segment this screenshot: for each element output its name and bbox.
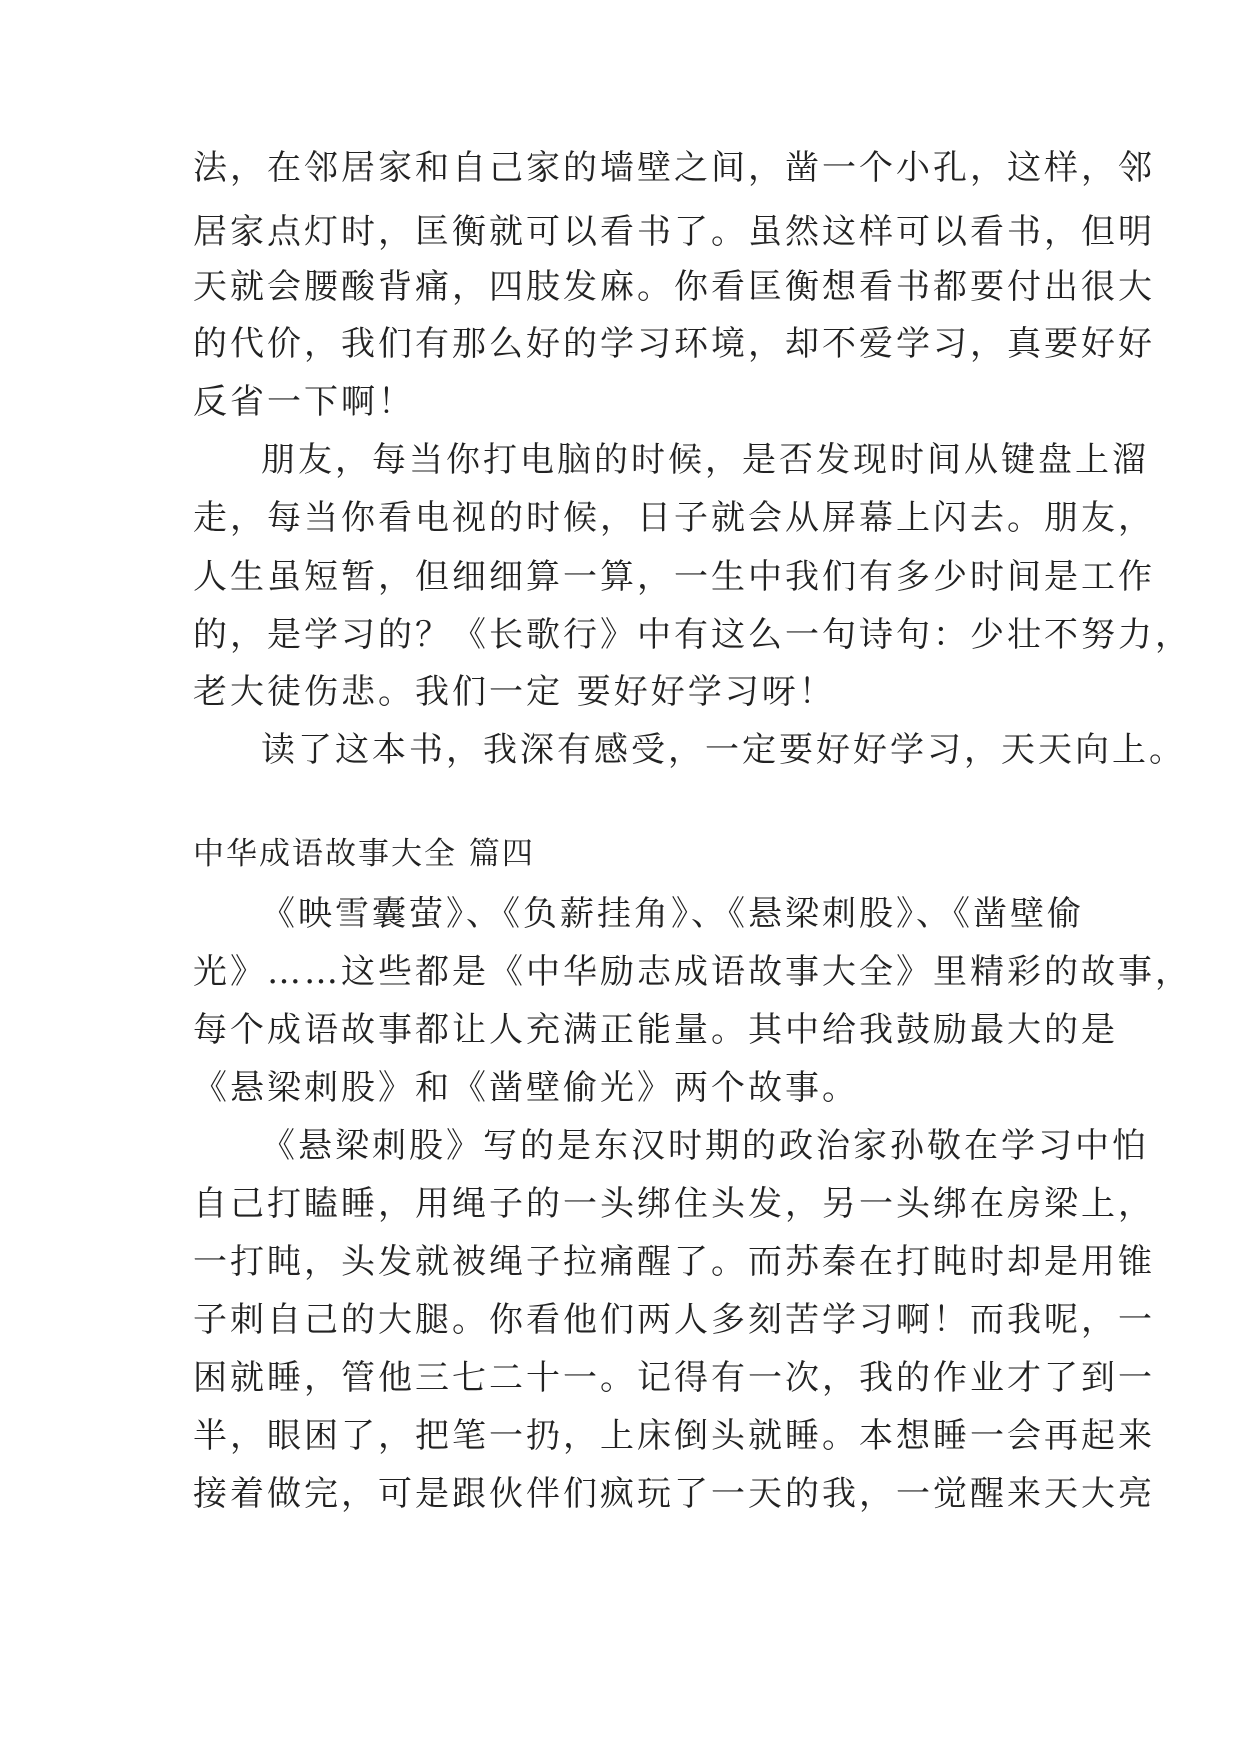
text-line: 半，眼困了，把笔一扔，上床倒头就睡。本想睡一会再起来 [193,1416,1155,1456]
text-line: 反省一下啊！ [193,382,415,422]
text-line: 自己打瞌睡，用绳子的一头绑住头发，另一头绑在房梁上， [193,1184,1155,1224]
text-line: 困就睡，管他三七二十一。记得有一次，我的作业才了到一 [193,1358,1155,1398]
text-line: 的，是学习的？《长歌行》中有这么一句诗句：少壮不努力， [193,615,1192,655]
text-line: 每个成语故事都让人充满正能量。其中给我鼓励最大的是 [193,1010,1118,1050]
text-line: 法，在邻居家和自己家的墙壁之间，凿一个小孔，这样，邻 [193,148,1155,188]
section-heading: 中华成语故事大全 篇四 [193,836,535,872]
text-line: 《悬梁刺股》写的是东汉时期的政治家孙敬在学习中怕 [261,1126,1149,1166]
text-line: 天就会腰酸背痛，四肢发麻。你看匡衡想看书都要付出很大 [193,267,1155,307]
text-line: 接着做完，可是跟伙伴们疯玩了一天的我，一觉醒来天大亮 [193,1474,1155,1514]
text-line: 子刺自己的大腿。你看他们两人多刻苦学习啊！而我呢，一 [193,1300,1155,1340]
text-line: 《悬梁刺股》和《凿壁偷光》两个故事。 [193,1068,859,1108]
text-line: 的代价，我们有那么好的学习环境，却不爱学习，真要好好 [193,324,1155,364]
text-line: 朋友，每当你打电脑的时候，是否发现时间从键盘上溜 [261,440,1149,480]
text-line: 读了这本书，我深有感受，一定要好好学习，天天向上。 [261,730,1186,770]
text-line: 老大徒伤悲。我们一定 要好好学习呀！ [193,672,836,712]
text-line: 人生虽短暂，但细细算一算，一生中我们有多少时间是工作 [193,557,1155,597]
text-line: 居家点灯时，匡衡就可以看书了。虽然这样可以看书，但明 [193,212,1155,252]
text-line: 光》……这些都是《中华励志成语故事大全》里精彩的故事， [193,952,1192,992]
text-line: 一打盹，头发就被绳子拉痛醒了。而苏秦在打盹时却是用锥 [193,1242,1155,1282]
text-line: 《映雪囊萤》、《负薪挂角》、《悬梁刺股》、《凿壁偷 [261,894,1084,934]
text-line: 走，每当你看电视的时候，日子就会从屏幕上闪去。朋友， [193,498,1155,538]
